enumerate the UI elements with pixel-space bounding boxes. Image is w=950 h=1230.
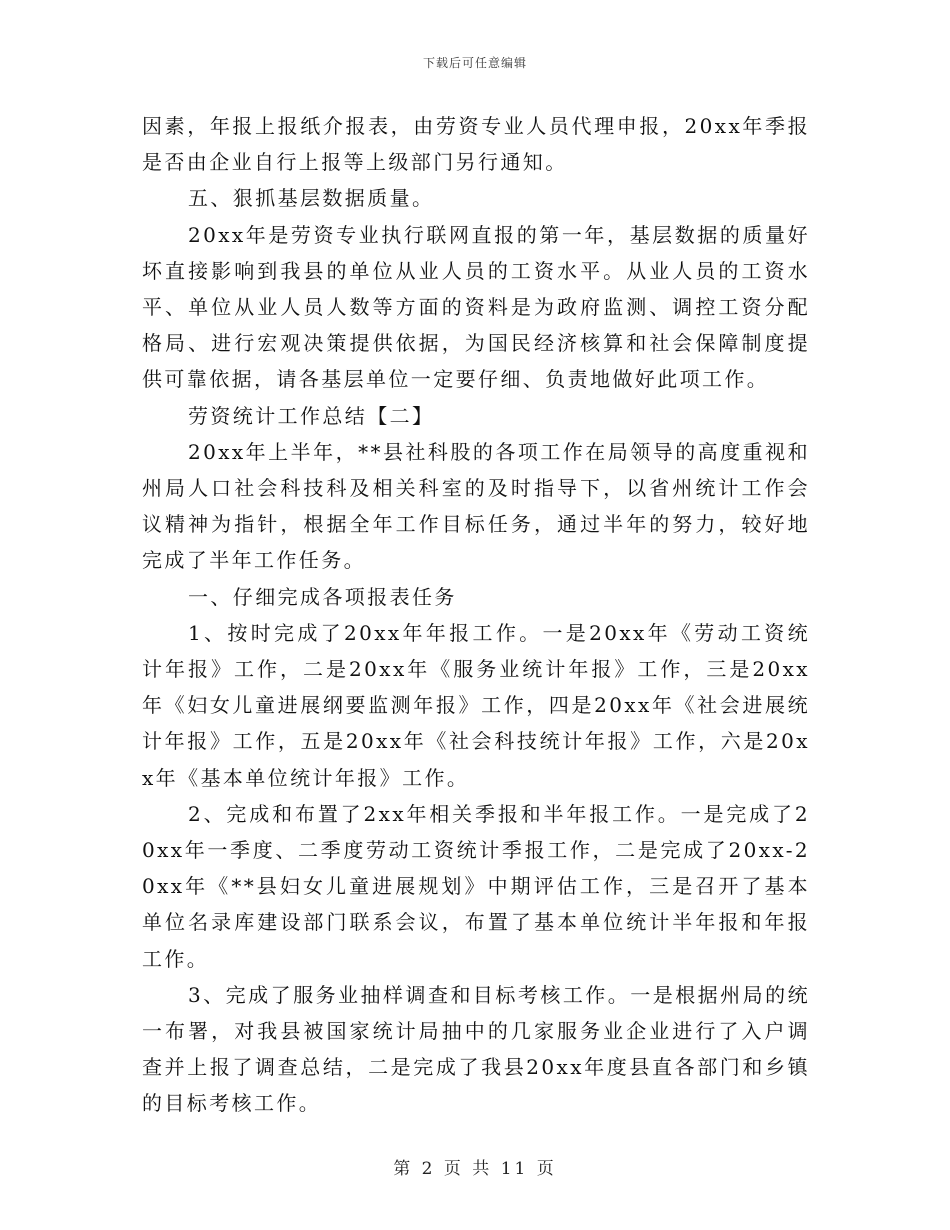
page-number-footer: 第 2 页 共 11 页 <box>393 1159 557 1179</box>
paragraph: 20xx年上半年，**县社科股的各项工作在局领导的高度重视和州局人口社会科技科及相关科室的及时指导下，以省州统计工作会议精神为指针，根据全年工作目标任务，通过半年的努力，较好地完成了半年工作任务。 <box>142 439 810 573</box>
paragraph: 2、完成和布置了2xx年相关季报和半年报工作。一是完成了20xx年一季度、二季度劳动工资统计季报工作，二是完成了20xx-20xx年《**县妇女儿童进展规划》中期评估工作，三是召开了基本单位名录库建设部门联系会议，布置了基本单位统计半年报和年报工作。 <box>142 801 810 971</box>
section-title: 劳资统计工作总结【二】 <box>188 403 435 428</box>
paragraph: 20xx年是劳资专业执行联网直报的第一年，基层数据的质量好坏直接影响到我县的单位从业人员的工资水平。从业人员的工资水平、单位从业人员人数等方面的资料是为政府监测、调控工资分配格局、进行宏观决策提供依据，为国民经济核算和社会保障制度提供可靠依据，请各基层单位一定要仔细、负责地做好此项工作。 <box>142 222 810 392</box>
paragraph: 1、按时完成了20xx年年报工作。一是20xx年《劳动工资统计年报》工作，二是20xx年《服务业统计年报》工作，三是20xx年《妇女儿童进展纲要监测年报》工作，四是20xx年《社会进展统计年报》工作，五是20xx年《社会科技统计年报》工作，六是20xx年《基本单位统计年报》工作。 <box>142 620 810 790</box>
page-header: 下载后可任意编辑 <box>422 56 527 70</box>
document-body <box>142 108 810 1122</box>
section-heading: 一、仔细完成各项报表任务 <box>188 584 457 609</box>
paragraph: 3、完成了服务业抽样调查和目标考核工作。一是根据州局的统一布署，对我县被国家统计局抽中的几家服务业企业进行了入户调查并上报了调查总结，二是完成了我县20xx年度县直各部门和乡镇的目标考核工作。 <box>142 982 810 1116</box>
paragraph: 因素，年报上报纸介报表，由劳资专业人员代理申报，20xx年季报是否由企业自行上报等上级部门另行通知。 <box>142 114 810 175</box>
section-heading: 五、狠抓基层数据质量。 <box>188 186 435 211</box>
